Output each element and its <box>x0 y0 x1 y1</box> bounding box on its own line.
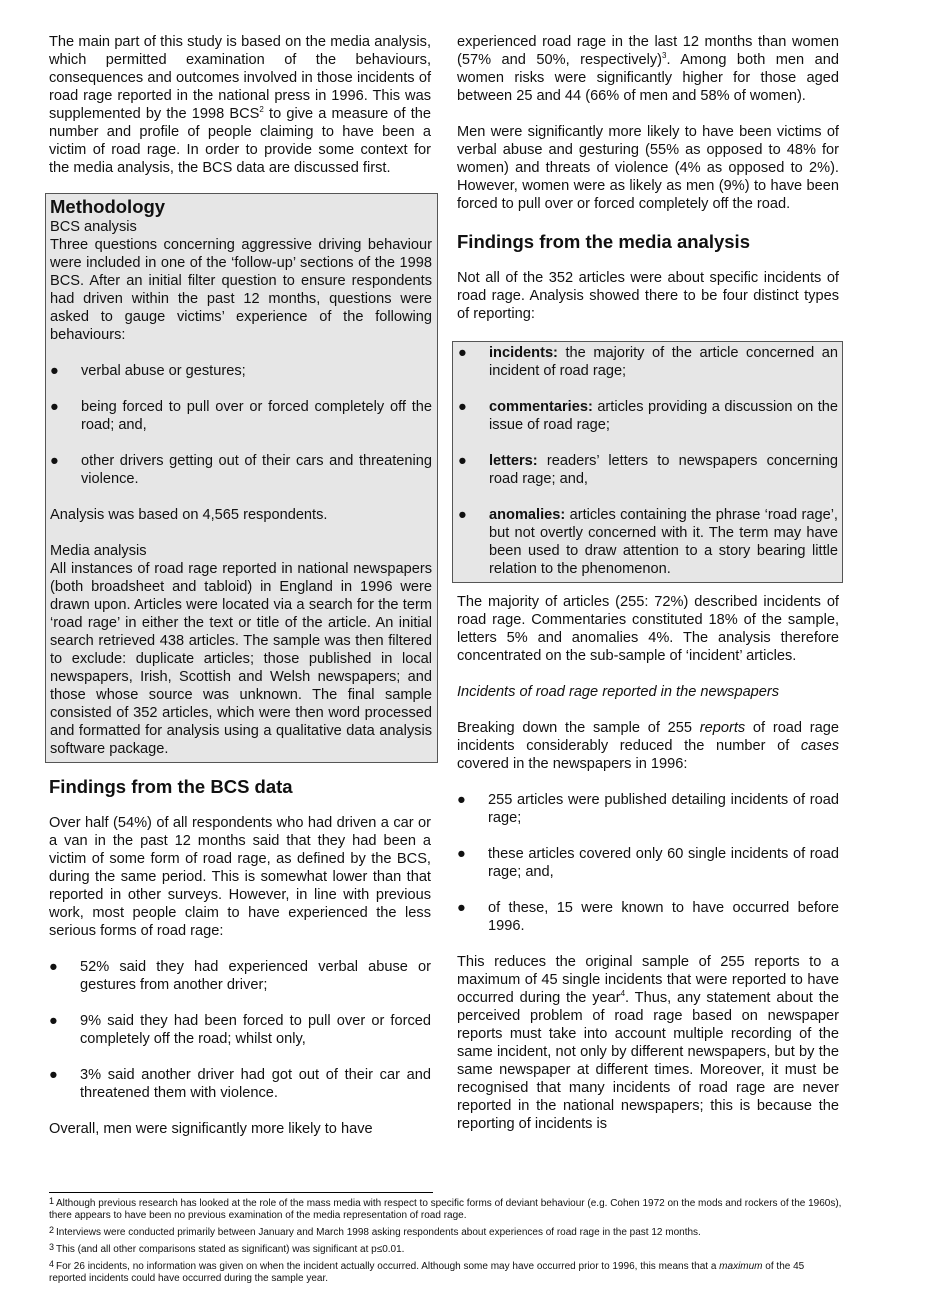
bcs-analysis-subheading: BCS analysis <box>50 219 137 235</box>
footnote-number: 3 <box>49 1242 55 1252</box>
text: reports <box>699 720 746 736</box>
text: articles containing the phrase ‘road rage’, but not overtly concerned with it. The term may have been used to draw attention to a story bearing little relation to the phenomenon. <box>489 507 838 577</box>
bullet-icon: ● <box>50 363 59 379</box>
incidents-subheading: Incidents of road rage reported in the newspapers <box>457 684 780 700</box>
footnote-number: 1 <box>49 1196 55 1206</box>
footnote-ref: 3 <box>662 51 667 61</box>
text: cases <box>800 738 839 754</box>
bcs-analysis-text: Three questions concerning aggressive driving behaviour were included in one of the ‘follow-up’ sections of the 1998 BCS. After an initial filter question to ensure respondents had driven within the past 12 months, questions were asked to gauge victims’ experience of the following behaviours: <box>50 237 432 343</box>
bullet-icon: ● <box>458 507 467 523</box>
footnote <box>49 1261 844 1285</box>
text: 9% said they had been forced to pull over or forced completely off the road; whilst only, <box>80 1013 431 1047</box>
behaviour-list <box>50 362 432 488</box>
text: verbal abuse or gestures; <box>81 363 246 379</box>
not-all-paragraph: Not all of the 352 articles were about specific incidents of road rage. Analysis showed there to be four distinct types of reporting: <box>457 270 839 322</box>
list-item <box>457 791 839 827</box>
reporting-types-list <box>458 344 838 578</box>
text: 3% said another driver had got out of their car and threatened them with violence. <box>80 1067 431 1101</box>
breaking-paragraph <box>457 719 839 773</box>
list-item <box>50 362 432 380</box>
footnote-divider <box>49 1192 433 1193</box>
list-item <box>458 452 838 488</box>
text: This (and all other comparisons stated as significant) was significant at p≤0.01. <box>56 1244 405 1255</box>
text: maximum <box>719 1261 763 1272</box>
text: Breaking down the sample of 255 <box>457 720 700 736</box>
bullet-icon: ● <box>458 345 467 361</box>
term: letters: <box>489 453 538 469</box>
list-item <box>49 958 431 994</box>
right-column <box>457 33 839 1151</box>
media-findings-heading: Findings from the media analysis <box>457 231 750 252</box>
text: the majority of the article concerned an incident of road rage; <box>489 345 838 379</box>
bcs-findings-heading: Findings from the BCS data <box>49 776 293 797</box>
intro-paragraph <box>49 33 431 177</box>
bullet-icon: ● <box>50 399 59 415</box>
bullet-icon: ● <box>457 792 466 808</box>
overall-paragraph: Overall, men were significantly more likely to have <box>49 1121 373 1137</box>
list-item <box>457 899 839 935</box>
bullet-icon: ● <box>49 959 58 975</box>
text: experienced road rage in the last 12 months than women (57% and 50%, respectively) <box>457 34 839 68</box>
text: 52% said they had experienced verbal abuse or gestures from another driver; <box>80 959 431 993</box>
text: to give a measure of the number and profile of people claiming to have been a victim of road rage. In order to provide some context for the media analysis, the BCS data are discussed first. <box>49 106 432 176</box>
reduces-paragraph <box>457 953 839 1133</box>
text: articles providing a discussion on the issue of road rage; <box>489 399 838 433</box>
list-item <box>49 1066 431 1102</box>
list-item <box>49 1012 431 1048</box>
bullet-icon: ● <box>458 453 467 469</box>
continuation-paragraph <box>457 33 839 105</box>
footnote-ref: 4 <box>620 989 626 999</box>
text: The main part of this study is based on the media analysis, which permitted examination of the behaviours, consequences and outcomes involved in those incidents of road rage reported in the national press in 1996. This was supplemented by the 1998 BCS <box>49 34 431 122</box>
list-item <box>458 344 838 380</box>
bullet-icon: ● <box>50 453 59 469</box>
footnote <box>49 1227 844 1239</box>
text: other drivers getting out of their cars and threatening violence. <box>81 453 432 487</box>
men-paragraph: Men were significantly more likely to have been victims of verbal abuse and gesturing (55% as opposed to 48% for women) and threats of violence (4% as opposed to 2%). However, women were as likely as men (9%) to have been forced to pull over or forced completely off the road. <box>457 124 839 212</box>
respondents-text: Analysis was based on 4,565 respondents. <box>50 507 328 523</box>
bullet-icon: ● <box>457 846 466 862</box>
text: 255 articles were published detailing incidents of road rage; <box>488 792 839 826</box>
footnote <box>49 1198 844 1222</box>
text: Interviews were conducted primarily between January and March 1998 asking respondents about experiences of road rage in the past 12 months. <box>56 1227 701 1238</box>
list-item <box>457 845 839 881</box>
footnote-number: 4 <box>49 1259 55 1269</box>
footnotes <box>49 1198 844 1290</box>
text: these articles covered only 60 single incidents of road rage; and, <box>488 846 839 880</box>
footnote <box>49 1244 844 1256</box>
text: being forced to pull over or forced completely off the road; and, <box>81 399 432 433</box>
text: This reduces the original sample of 255 reports to a maximum of 45 single incidents that were reported to have occurred during the year <box>457 954 839 1006</box>
bcs-findings-list <box>49 958 431 1102</box>
methodology-title: Methodology <box>50 196 166 217</box>
bullet-icon: ● <box>458 399 467 415</box>
bcs-findings-paragraph: Over half (54%) of all respondents who had driven a car or a van in the past 12 months said that they had been a victim of some form of road rage, as defined by the BCS, during the same period. This is somewhat lower than that reported in other surveys. However, in line with previous work, most people claim to have experienced the less serious forms of road rage: <box>49 815 431 939</box>
footnote-number: 2 <box>49 1225 55 1235</box>
term: commentaries: <box>489 399 593 415</box>
text: of these, 15 were known to have occurred before 1996. <box>488 900 839 934</box>
text: . Thus, any statement about the perceived problem of road rage based on newspaper reports must take into account multiple recording of the same incident, not only by different newspapers, but by the same newspaper at different times. Moreover, it must be recognised that many incidents of road rage are never reported in the national newspapers; this is because the reporting of incidents is <box>457 990 839 1132</box>
text: . Among both men and women risks were significantly higher for those aged between 25 and 44 (66% of men and 58% of women). <box>457 52 839 104</box>
term: incidents: <box>489 345 558 361</box>
bullet-icon: ● <box>49 1067 58 1083</box>
cases-list <box>457 791 839 935</box>
text: readers’ letters to newspapers concerning road rage; and, <box>489 453 838 487</box>
list-item <box>50 452 432 488</box>
footnote-ref: 2 <box>259 105 264 115</box>
bullet-icon: ● <box>457 900 466 916</box>
reporting-types-box <box>452 341 843 583</box>
majority-paragraph: The majority of articles (255: 72%) described incidents of road rage. Commentaries constituted 18% of the sample, letters 5% and anomalies 4%. The analysis therefore concentrated on the sub-sample of ‘incident’ articles. <box>457 594 839 664</box>
list-item <box>50 398 432 434</box>
list-item <box>458 506 838 578</box>
text: of road rage incidents considerably reduced the number of <box>457 720 839 754</box>
media-analysis-subheading: Media analysis <box>50 543 147 559</box>
term: anomalies: <box>489 507 566 523</box>
media-analysis-text: All instances of road rage reported in national newspapers (both broadsheet and tabloid) in England in 1996 were drawn upon. Articles were located via a search for the term ‘road rage’ in either the text or title of the article. An initial search retrieved 438 articles. The sample was then filtered to exclude: duplicate articles; those published in local newspapers, Irish, Scottish and Welsh newspapers; and those whose source was unknown. The final sample consisted of 352 articles, which were then word processed and formatted for analysis using a qualitative data analysis software package. <box>50 561 432 757</box>
left-column <box>49 33 431 1156</box>
text: For 26 incidents, no information was given on when the incident actually occurred. Although some may have occurred prior to 1996, this means that a <box>56 1261 720 1272</box>
text: covered in the newspapers in 1996: <box>457 756 688 772</box>
methodology-box <box>45 193 438 763</box>
text: Although previous research has looked at the role of the mass media with respect to specific forms of deviant behaviour (e.g. Cohen 1972 on the mods and rockers of the 1960s), there appears to have been no previous examination of the media representation of road rage. <box>49 1198 842 1221</box>
list-item <box>458 398 838 434</box>
bullet-icon: ● <box>49 1013 58 1029</box>
text: of the 45 reported incidents could have occurred during the sample year. <box>49 1261 805 1284</box>
